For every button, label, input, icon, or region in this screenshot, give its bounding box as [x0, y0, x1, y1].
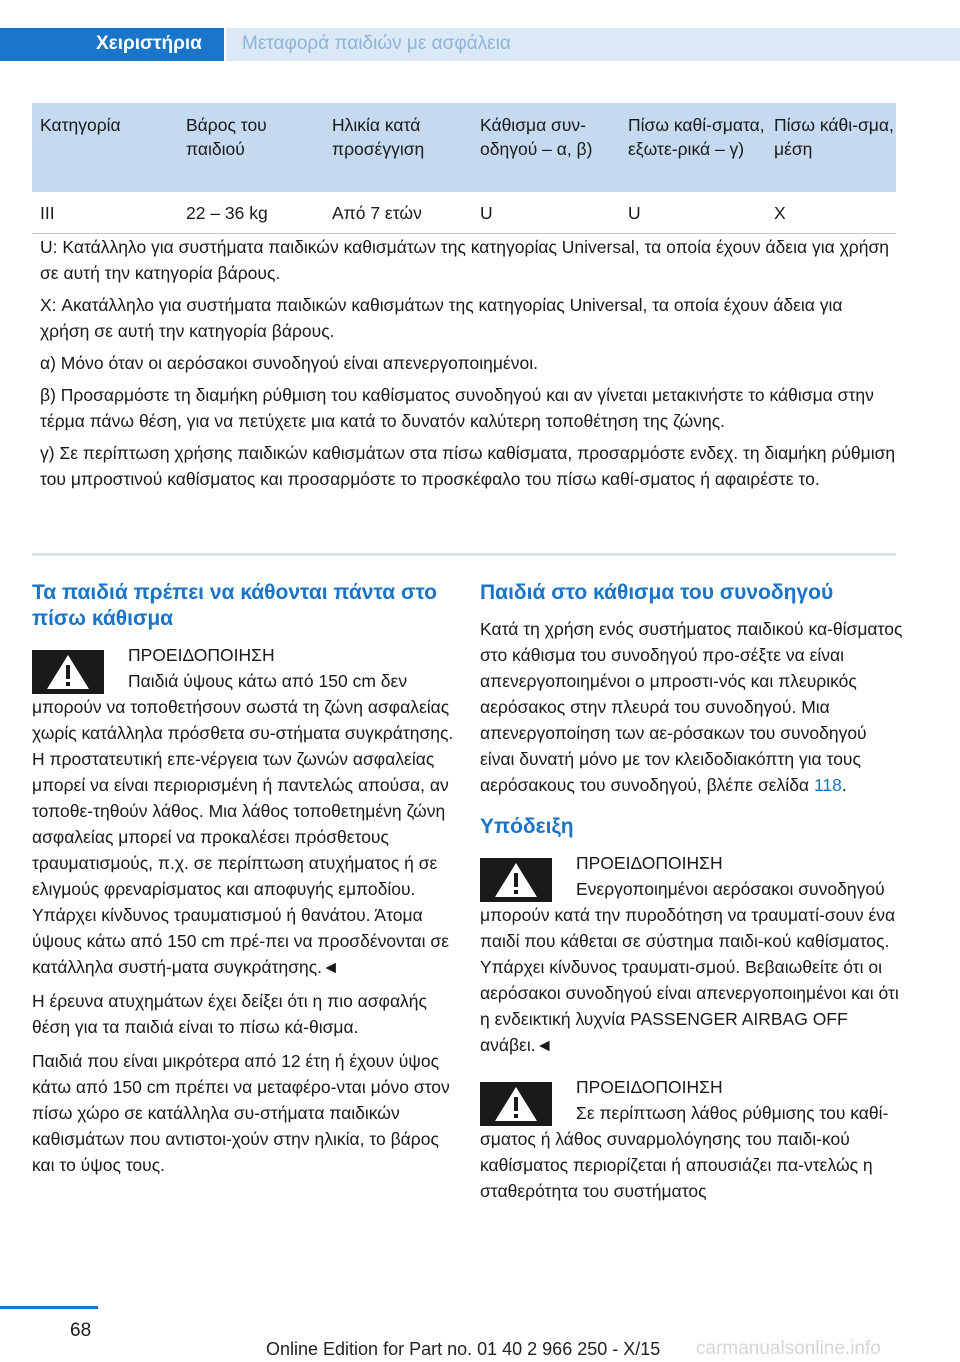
warning-triangle-icon: [480, 1082, 552, 1126]
warning-triangle-icon: [32, 650, 104, 694]
warning-text: μπορούν κατά την πυροδότηση να τραυματί-σουν ένα παιδί που κάθεται σε σύστημα παιδι-κού καθίσματος. Υπάρχει κίνδυνος τραυματι-σμού. Βεβαιωθείτε ότι οι αερόσακοι συνοδηγού είναι απενεργοποιημένοι και ότι η ενδεικτική λυχνία PASSENGER AIRBAG OFF ανάβει.◄: [480, 905, 899, 1055]
tab-controls[interactable]: Χειριστήρια: [0, 28, 224, 61]
cell-age: Από 7 ετών: [332, 203, 422, 223]
cell-weight: 22 – 36 kg: [186, 203, 268, 223]
note-u: U: Κατάλληλο για συστήματα παιδικών καθισμάτων της κατηγορίας Universal, τα οποία έχουν άδεια για χρήση σε αυτή την κατηγορία βάρους.: [40, 237, 889, 283]
footer-accent-line: [0, 1306, 98, 1309]
note-c: γ) Σε περίπτωση χρήσης παιδικών καθισμάτων στα πίσω καθίσματα, προσαρμόστε ενδεχ. τη διαμήκη ρύθμιση του μπροστινού καθίσματος και προσαρμόστε το προσκέφαλο του πίσω καθί-σματος ή αφαιρέστε το.: [40, 443, 896, 489]
table-header-row: [32, 103, 896, 192]
note-a: α) Μόνο όταν οι αερόσακοι συνοδηγού είναι απενεργοποιημένοι.: [40, 353, 538, 373]
cell-rear-middle: X: [774, 203, 786, 223]
note-b: β) Προσαρμόστε τη διαμήκη ρύθμιση του καθίσματος συνοδηγού και αν γίνεται μετακινήστε το κάθισμα στην τέρμα πάνω θέση, για να πετύχετε μια κατά το δυνατόν καλύτερη τοποθέτηση της ζώνης.: [40, 385, 874, 431]
table-notes: [32, 234, 896, 498]
paragraph-passenger-airbag: [480, 616, 904, 798]
warning-block: [480, 850, 904, 1058]
header-passenger-seat: Κάθισμα συν-οδηγού – α, β): [480, 115, 593, 159]
left-column: [32, 580, 456, 1186]
warning-text-first: Ενεργοποιημένοι αερόσακοι συνοδηγού: [576, 879, 885, 899]
notes-divider: [32, 553, 896, 556]
paragraph-research: Η έρευνα ατυχημάτων έχει δείξει ότι η πιο ασφαλής θέση για τα παιδιά είναι το πίσω κά-θισμα.: [32, 991, 427, 1037]
paragraph-text: Κατά τη χρήση ενός συστήματος παιδικού κα-θίσματος στο κάθισμα του συνοδηγού προ-σέξτε να είναι απενεργοποιημένοι ο μπροστι-νός και πλευρικός αερόσακος στην πλευρά του συνοδηγού. Μια απενεργοποίηση των αε-ρόσακων του συνοδηγού είναι δυνατή μόνο με τον κλειδοδιακόπτη για τους αερόσακους του συνοδηγού, βλέπε σελίδα: [480, 619, 903, 795]
page-number: 68: [70, 1320, 92, 1341]
cell-passenger-seat: U: [480, 203, 493, 223]
warning-block: [32, 642, 456, 980]
header-weight: Βάρος του παιδιού: [186, 115, 267, 159]
cell-category: III: [40, 203, 55, 223]
edition-text: Online Edition for Part no. 01 40 2 966 250 - X/15: [266, 1339, 661, 1359]
warning-text-first: Παιδιά ύψους κάτω από 150 cm δεν: [128, 671, 408, 691]
warning-label: ΠΡΟΕΙΔΟΠΟΙΗΣΗ: [128, 645, 275, 665]
note-x: X: Ακατάλληλο για συστήματα παιδικών καθισμάτων της κατηγορίας Universal, τα οποία έχουν άδεια για χρήση σε αυτή την κατηγορία βάρους.: [40, 295, 843, 341]
tab-child-transport[interactable]: Μεταφορά παιδιών με ασφάλεια: [226, 28, 960, 61]
header-age: Ηλικία κατά προσέγγιση: [332, 115, 425, 159]
header-category: Κατηγορία: [40, 115, 121, 135]
warning-label: ΠΡΟΕΙΔΟΠΟΙΗΣΗ: [576, 1077, 723, 1097]
page-link[interactable]: 118: [813, 775, 842, 795]
header-rear-middle: Πίσω κάθι-σμα, μέση: [774, 115, 894, 159]
warning-triangle-icon: [480, 858, 552, 902]
header-rear-outer: Πίσω καθί-σματα, εξωτε-ρικά – γ): [628, 115, 765, 159]
child-seat-table: [32, 103, 896, 234]
table-row: [32, 192, 896, 234]
warning-text-first: Σε περίπτωση λάθος ρύθμισης του καθί-: [576, 1103, 889, 1123]
warning-block: [480, 1074, 904, 1204]
section-subheading-hint: Υπόδειξη: [480, 815, 574, 838]
cell-rear-outer: U: [628, 203, 641, 223]
warning-text: μπορούν να τοποθετήσουν σωστά τη ζώνη ασφαλείας χωρίς κατάλληλα πρόσθετα συ-στήματα συγκράτησης. Η προστατευτική επε-νέργεια των ζωνών ασφαλείας μπορεί να είναι περιορισμένη ή παντελώς απούσα, αν τοποθε-τηθούν λάθος. Μια λάθος τοποθετημένη ζώνη ασφαλείας μπορεί να προκαλέσει πρόσθετους τραυματισμούς, π.χ. σε περίπτωση ατυχήματος ή σε ελιγμούς φρεναρίσματος και αποφυγής εμποδίου. Υπάρχει κίνδυνος τραυματισμού ή θανάτου. Άτομα ύψους κάτω από 150 cm πρέ-πει να προσδένονται σε κατάλληλα συστή-ματα συγκράτησης.◄: [32, 697, 454, 977]
header-bar: [0, 0, 960, 60]
paragraph-end: .: [841, 775, 847, 795]
watermark: carmanualsonline.info: [696, 1338, 881, 1359]
paragraph-children-under-12: Παιδιά που είναι μικρότερα από 12 έτη ή έχουν ύψος κάτω από 150 cm πρέπει να μεταφέρο-νται μόνο στον πίσω χώρο σε κατάλληλα συ-στήματα παιδικών καθισμάτων που αντιστοι-χούν στην ηλικία, το βάρος και το ύψος τους.: [32, 1051, 450, 1175]
section-heading-rear-seat: Τα παιδιά πρέπει να κάθονται πάντα στο πίσω κάθισμα: [32, 581, 437, 630]
section-heading-passenger-seat: Παιδιά στο κάθισμα του συνοδηγού: [480, 581, 834, 604]
warning-text: σματος ή λάθος συναρμολόγησης του παιδι-κού καθίσματος περιορίζεται ή απουσιάζει πα-ντελώς η σταθερότητα του συστήματος: [480, 1129, 873, 1201]
warning-label: ΠΡΟΕΙΔΟΠΟΙΗΣΗ: [576, 853, 723, 873]
right-column: [480, 580, 904, 1212]
